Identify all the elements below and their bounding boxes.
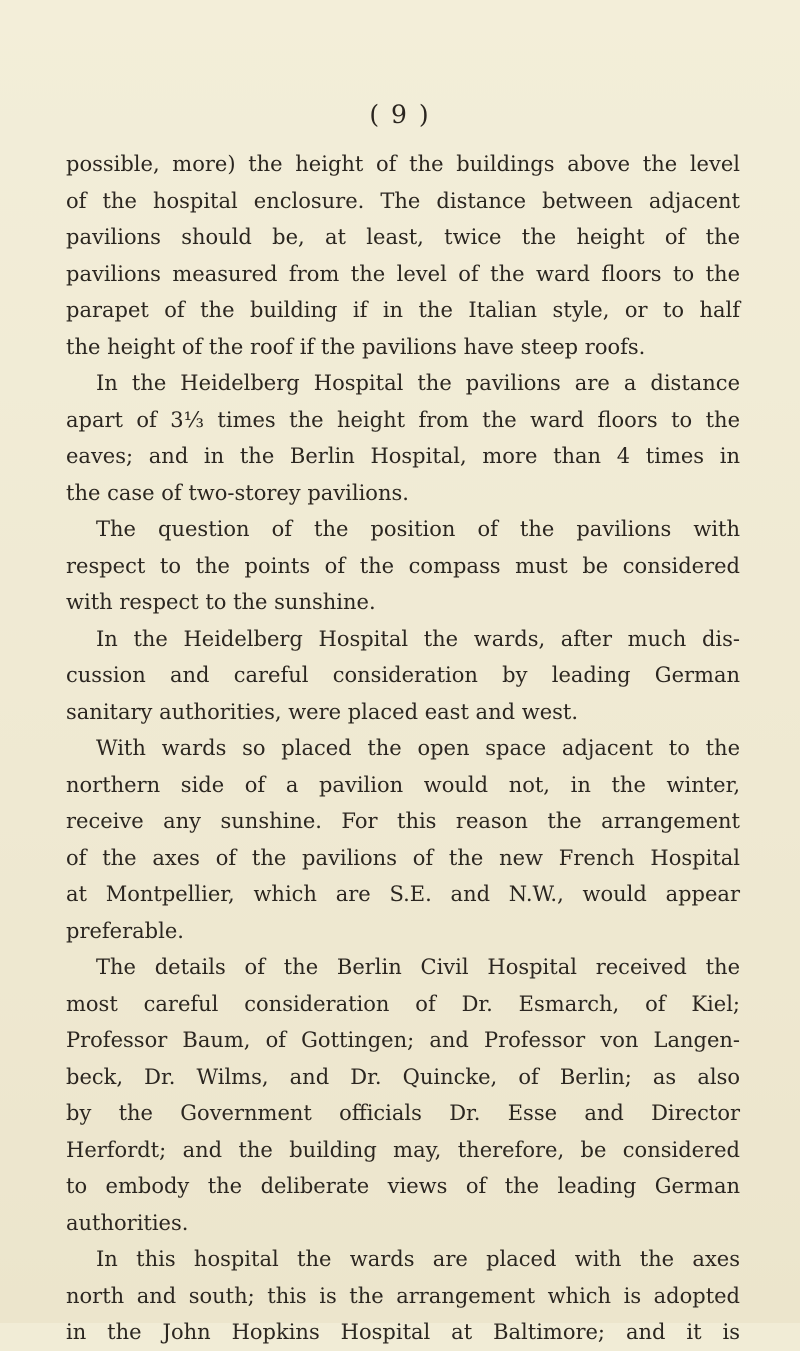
text-line: pavilions measured from the level of the ward floors to the (66, 261, 740, 286)
text-line: northern side of a pavilion would not, in the winter, (66, 772, 740, 797)
text-line: sanitary authorities, were placed east and west. (66, 699, 579, 724)
text-line: In the Heidelberg Hospital the pavilions are a distance (96, 371, 740, 395)
page-number: ( 9 ) (369, 100, 431, 129)
text-line: Professor Baum, of Gottingen; and Professor von Langen- (66, 1028, 740, 1052)
text-line: of the axes of the pavilions of the new French Hospital (66, 845, 740, 870)
text-line: The question of the position of the pavilions with (96, 517, 740, 541)
text-line: with respect to the sunshine. (66, 590, 376, 614)
text-line: preferable. (66, 918, 184, 943)
body-text (66, 146, 740, 1351)
text-line: parapet of the building if in the Italian style, or to half (66, 298, 740, 322)
text-line: receive any sunshine. For this reason the arrangement (66, 809, 740, 833)
text-line: most careful consideration of Dr. Esmarch, of Kiel; (66, 991, 740, 1016)
text-line: apart of 3⅓ times the height from the ward floors to the (66, 407, 740, 432)
text-line: pavilions should be, at least, twice the height of the (66, 225, 740, 249)
text-line: the height of the roof if the pavilions have steep roofs. (66, 334, 646, 359)
text-line: cussion and careful consideration by leading German (66, 663, 740, 687)
text-line: the case of two-storey pavilions. (66, 480, 409, 505)
text-line: in the John Hopkins Hospital at Baltimore; and it is (66, 1320, 740, 1344)
text-line: The details of the Berlin Civil Hospital received the (96, 955, 740, 979)
text-line: to embody the deliberate views of the leading German (66, 1174, 740, 1198)
text-line: Herfordt; and the building may, therefore, be considered (66, 1137, 740, 1162)
text-line: of the hospital enclosure. The distance between adjacent (66, 188, 740, 213)
text-line: In this hospital the wards are placed with the axes (96, 1247, 740, 1271)
text-line: eaves; and in the Berlin Hospital, more than 4 times in (66, 444, 740, 468)
text-line: at Montpellier, which are S.E. and N.W., would appear (66, 882, 740, 906)
text-line: In the Heidelberg Hospital the wards, after much dis- (96, 626, 740, 651)
text-line: authorities. (66, 1210, 189, 1235)
text-line: by the Government officials Dr. Esse and Director (66, 1101, 740, 1125)
text-line: With wards so placed the open space adjacent to the (96, 736, 740, 760)
text-line: north and south; this is the arrangement which is adopted (66, 1283, 740, 1308)
text-line: beck, Dr. Wilms, and Dr. Quincke, of Berlin; as also (66, 1064, 740, 1089)
text-line: respect to the points of the compass must be considered (66, 553, 740, 578)
text-line: possible, more) the height of the buildings above the level (66, 152, 740, 176)
